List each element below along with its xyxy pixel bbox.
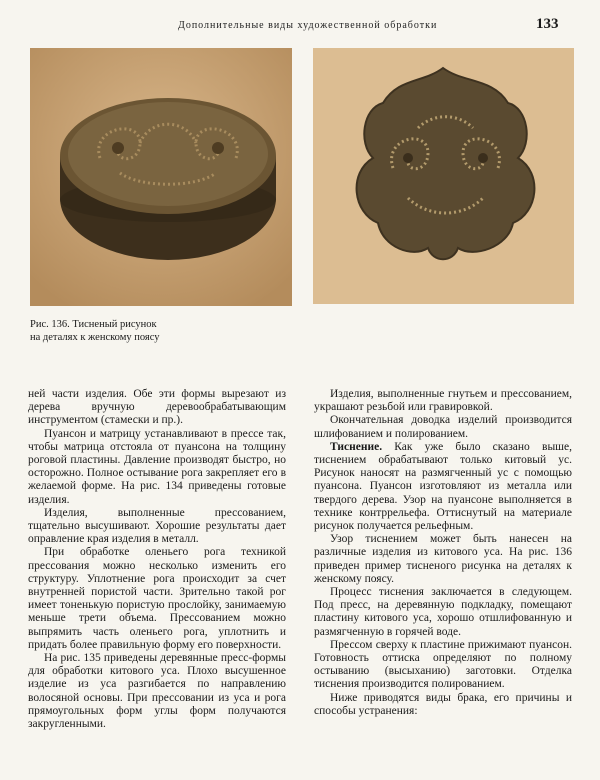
figure-caption <box>30 318 290 344</box>
photo-embossed-plaque <box>313 48 574 304</box>
paragraph: Ниже приводятся виды брака, его причины и способы устранения: <box>314 691 572 717</box>
running-title: Дополнительные виды художественной обработки <box>178 20 438 31</box>
caption-line-2: на деталях к женскому поясу <box>30 332 160 343</box>
paragraph: Окончательная доводка изделий производится шлифованием и полированием. <box>314 414 572 440</box>
caption-line-1: Рис. 136. Тисненый рисунок <box>30 319 157 330</box>
paragraph: При обработке оленьего рога техникой прессования можно несколько изменить его структуру. Уплотнение рога происходит за счет внутренней пористой части. Зрительно такой рог имеет тоненькую пористую прослойку, занимаемую меньше трети объема. Прессованием можно выпрямить часть оленьего рога, уплотнить и придать более правильную форму его поверхности. <box>28 546 286 651</box>
paragraph-embossing <box>314 441 572 533</box>
paragraph: Процесс тиснения заключается в следующем. Под пресс, на деревянную подкладку, помещают пластину китового уса, хорошо отшлифованную и размягченную в горячей воде. <box>314 586 572 638</box>
photo-round-box <box>30 48 292 306</box>
right-text-column <box>314 388 572 718</box>
paragraph: Прессом сверху к пластине прижимают пуансон. Готовность оттиска определяют по полному остыванию (высыханию) заготовки. Отделка тиснения производится полированием. <box>314 638 572 691</box>
paragraph-text: Как уже было сказано выше, тиснением обрабатывают только китовый ус. Рисунок наносят на размягченный ус с помощью пуансона. Пуансон изготовляют из металла или твердого дерева. Узор на пуансоне выполняется в технике контррельефа. Оттиснутый на материале рисунок получается рельефным. <box>314 440 572 533</box>
left-text-column <box>28 388 286 731</box>
paragraph: Изделия, выполненные гнутьем и прессованием, украшают резьбой или гравировкой. <box>314 388 572 414</box>
round-box-illustration <box>30 48 292 306</box>
section-term: Тиснение. <box>330 440 383 453</box>
paragraph: На рис. 135 приведены деревянные пресс-формы для обработки китового уса. Плохо высушенное изделие из уса разгибается по направлению волосяной основы. При прессовании из уса и рога прямоугольных форм углы форм получаются закругленными. <box>28 652 286 731</box>
paragraph: ней части изделия. Обе эти формы вырезают из дерева вручную деревообрабатывающим инструментом (стамески и пр.). <box>28 388 286 427</box>
paragraph: Узор тиснением может быть нанесен на различные изделия из китового уса. На рис. 136 приведен пример тисненого рисунка на деталях к женскому поясу. <box>314 533 572 585</box>
plaque-illustration <box>313 48 574 304</box>
paragraph: Пуансон и матрицу устанавливают в прессе так, чтобы матрица отстояла от пуансона на толщину роговой пластины. Давление производят быстро, но осторожно. Полное остывание рога закрепляет его в желаемой форме. На рис. 134 приведены готовые изделия. <box>28 427 286 506</box>
paragraph: Изделия, выполненные прессованием, тщательно высушивают. Хорошие результаты дает оправление края изделия в металл. <box>28 506 286 546</box>
page-number: 133 <box>536 16 559 32</box>
